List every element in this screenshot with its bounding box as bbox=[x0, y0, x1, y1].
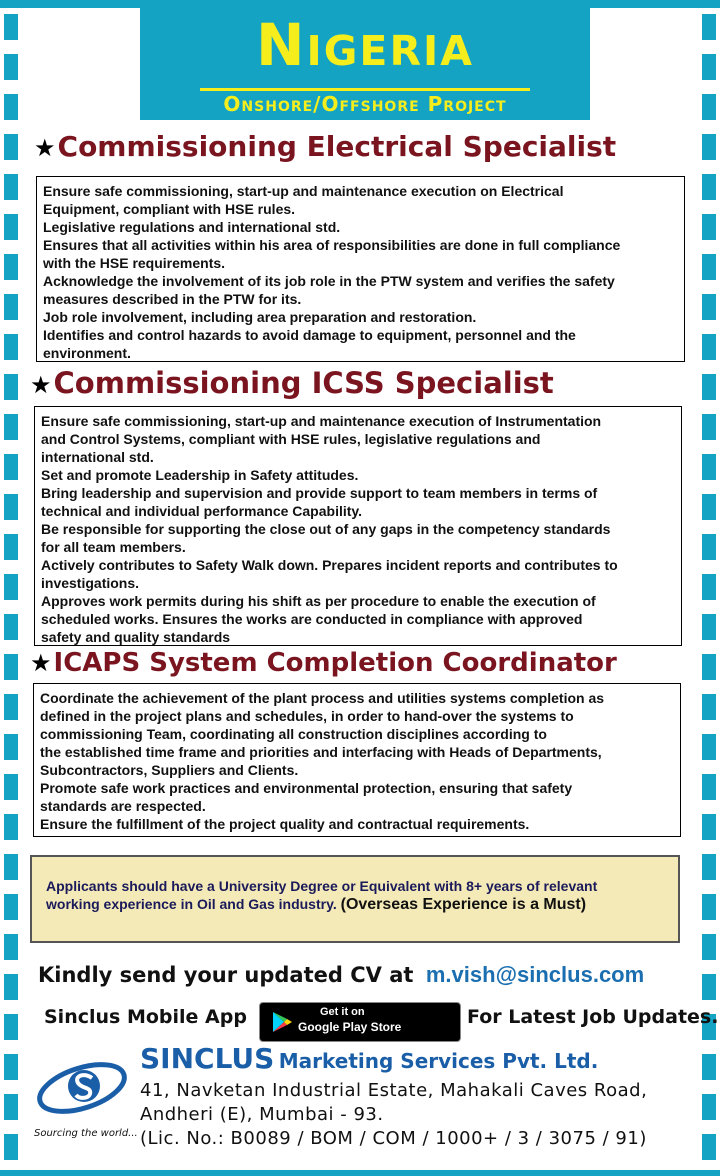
bottom-border bbox=[0, 1170, 720, 1176]
star-icon: ★ bbox=[34, 134, 56, 162]
border-dash bbox=[702, 1134, 716, 1160]
border-dash bbox=[4, 734, 18, 760]
border-dash bbox=[702, 694, 716, 720]
left-dashed-border bbox=[4, 0, 18, 1176]
description-line: investigations. bbox=[41, 575, 140, 591]
requirements-line-2 bbox=[46, 895, 664, 914]
description-line: technical and individual performance Capability. bbox=[41, 503, 363, 519]
border-dash bbox=[702, 814, 716, 840]
job-title-electrical bbox=[34, 130, 616, 163]
border-dash bbox=[4, 254, 18, 280]
border-dash bbox=[4, 414, 18, 440]
job-updates-text: For Latest Job Updates. bbox=[467, 1006, 719, 1028]
description-line: environment. bbox=[43, 345, 131, 361]
description-line: commissioning Team, coordinating all construction disciplines according to bbox=[40, 726, 547, 742]
border-dash bbox=[4, 814, 18, 840]
border-dash bbox=[702, 974, 716, 1000]
description-line: Acknowledge the involvement of its job role in the PTW system and verifies the safety bbox=[43, 273, 615, 289]
border-dash bbox=[4, 1054, 18, 1080]
border-dash bbox=[702, 134, 716, 160]
right-dashed-border bbox=[702, 0, 716, 1176]
badge-big-text: Google Play Store bbox=[298, 1020, 402, 1034]
description-line: Promote safe work practices and environmental protection, ensuring that safety bbox=[40, 780, 573, 796]
description-line: safety and quality standards bbox=[41, 629, 231, 645]
country-title: Nigeria bbox=[255, 11, 474, 79]
requirements-line-1: Applicants should have a University Degree or Equivalent with 8+ years of relevant bbox=[46, 878, 598, 894]
description-line: and Control Systems, compliant with HSE rules, legislative regulations and bbox=[41, 431, 541, 447]
description-line: Coordinate the achievement of the plant process and utilities systems completion as bbox=[40, 690, 605, 706]
sinclus-logo-icon bbox=[34, 1052, 134, 1124]
address-line-2: Andheri (E), Mumbai - 93. bbox=[140, 1104, 384, 1125]
border-dash bbox=[702, 94, 716, 120]
description-line: Bring leadership and supervision and provide support to team members in terms of bbox=[41, 485, 598, 501]
google-play-icon bbox=[270, 1010, 294, 1034]
company-name-line bbox=[140, 1042, 598, 1075]
border-dash bbox=[4, 1134, 18, 1160]
border-dash bbox=[4, 134, 18, 160]
description-line: for all team members. bbox=[41, 539, 186, 555]
title-underline bbox=[200, 88, 530, 91]
job-description-icss bbox=[34, 406, 682, 646]
job-title-icss bbox=[30, 366, 554, 400]
border-dash bbox=[4, 934, 18, 960]
border-dash bbox=[4, 534, 18, 560]
description-line: standards are respected. bbox=[40, 798, 206, 814]
description-line: Identifies and control hazards to avoid damage to equipment, personnel and the bbox=[43, 327, 576, 343]
star-icon: ★ bbox=[30, 371, 52, 399]
company-name: SINCLUS bbox=[140, 1042, 275, 1075]
license-number: (Lic. No.: B0089 / BOM / COM / 1000+ / 3 / 3075 / 91) bbox=[140, 1128, 647, 1149]
border-dash bbox=[702, 894, 716, 920]
description-line: Subcontractors, Suppliers and Clients. bbox=[40, 762, 299, 778]
border-dash bbox=[4, 974, 18, 1000]
border-dash bbox=[4, 94, 18, 120]
border-dash bbox=[4, 374, 18, 400]
tagline: Sourcing the world... bbox=[34, 1128, 138, 1139]
badge-small-text: Get it on bbox=[320, 1006, 365, 1018]
border-dash bbox=[702, 934, 716, 960]
description-line: Equipment, compliant with HSE rules. bbox=[43, 201, 296, 217]
mobile-app-line bbox=[44, 1002, 719, 1042]
border-dash bbox=[702, 534, 716, 560]
header-banner bbox=[140, 6, 590, 120]
border-dash bbox=[4, 334, 18, 360]
border-dash bbox=[702, 14, 716, 40]
border-dash bbox=[4, 174, 18, 200]
border-dash bbox=[4, 454, 18, 480]
job-title-text: Commissioning Electrical Specialist bbox=[57, 130, 617, 163]
description-line: Ensures that all activities within his area of responsibilities are done in full compliance bbox=[43, 237, 621, 253]
border-dash bbox=[4, 214, 18, 240]
star-icon: ★ bbox=[30, 649, 52, 677]
border-dash bbox=[702, 414, 716, 440]
email-link[interactable]: m.vish@sinclus.com bbox=[425, 962, 645, 987]
border-dash bbox=[4, 854, 18, 880]
company-name-rest: Marketing Services Pvt. Ltd. bbox=[278, 1049, 599, 1073]
border-dash bbox=[4, 654, 18, 680]
border-dash bbox=[4, 574, 18, 600]
border-dash bbox=[702, 494, 716, 520]
border-dash bbox=[702, 1054, 716, 1080]
description-line: international std. bbox=[41, 449, 154, 465]
app-label: Sinclus Mobile App bbox=[44, 1006, 247, 1028]
border-dash bbox=[702, 214, 716, 240]
border-dash bbox=[702, 574, 716, 600]
google-play-badge[interactable] bbox=[259, 1002, 461, 1042]
cv-prompt-line bbox=[38, 962, 644, 988]
description-line: the established time frame and priorities and interfacing with Heads of Departments, bbox=[40, 744, 602, 760]
description-line: defined in the project plans and schedules, in order to hand-over the systems to bbox=[40, 708, 574, 724]
border-dash bbox=[702, 334, 716, 360]
project-subtitle: Onshore/Offshore Project bbox=[223, 92, 507, 116]
description-line: Actively contributes to Safety Walk down. Prepares incident reports and contributes to bbox=[41, 557, 618, 573]
border-dash bbox=[702, 854, 716, 880]
description-line: with the HSE requirements. bbox=[43, 255, 226, 271]
border-dash bbox=[702, 174, 716, 200]
description-line: Set and promote Leadership in Safety attitudes. bbox=[41, 467, 359, 483]
job-description-icaps bbox=[33, 683, 681, 837]
description-line: measures described in the PTW for its. bbox=[43, 291, 302, 307]
border-dash bbox=[702, 454, 716, 480]
border-dash bbox=[702, 614, 716, 640]
description-line: Job role involvement, including area preparation and restoration. bbox=[43, 309, 477, 325]
description-line: Ensure safe commissioning, start-up and maintenance execution on Electrical bbox=[43, 183, 564, 199]
requirements-panel bbox=[30, 855, 680, 943]
description-line: Approves work permits during his shift as per procedure to enable the execution of bbox=[41, 593, 596, 609]
border-dash bbox=[702, 294, 716, 320]
border-dash bbox=[4, 54, 18, 80]
border-dash bbox=[4, 1094, 18, 1120]
address-line-1: 41, Navketan Industrial Estate, Mahakali Caves Road, bbox=[140, 1080, 648, 1101]
border-dash bbox=[702, 374, 716, 400]
border-dash bbox=[4, 1014, 18, 1040]
border-dash bbox=[4, 894, 18, 920]
border-dash bbox=[702, 654, 716, 680]
border-dash bbox=[4, 614, 18, 640]
border-dash bbox=[702, 1094, 716, 1120]
border-dash bbox=[702, 54, 716, 80]
border-dash bbox=[4, 694, 18, 720]
cv-prompt: Kindly send your updated CV at bbox=[38, 963, 414, 987]
description-line: Ensure the fulfillment of the project quality and contractual requirements. bbox=[40, 816, 530, 832]
description-line: Legislative regulations and international std. bbox=[43, 219, 341, 235]
border-dash bbox=[4, 494, 18, 520]
job-title-icaps bbox=[30, 648, 617, 678]
border-dash bbox=[702, 774, 716, 800]
job-title-text: ICAPS System Completion Coordinator bbox=[53, 648, 617, 678]
job-title-text: Commissioning ICSS Specialist bbox=[53, 366, 554, 400]
border-dash bbox=[4, 294, 18, 320]
requirements-line-2-text: working experience in Oil and Gas industry. bbox=[46, 896, 337, 912]
description-line: Ensure safe commissioning, start-up and maintenance execution of Instrumentation bbox=[41, 413, 602, 429]
border-dash bbox=[702, 254, 716, 280]
border-dash bbox=[4, 14, 18, 40]
overseas-emphasis: (Overseas Experience is a Must) bbox=[340, 896, 587, 913]
description-line: Be responsible for supporting the close out of any gaps in the competency standards bbox=[41, 521, 611, 537]
border-dash bbox=[4, 774, 18, 800]
job-description-electrical bbox=[36, 176, 685, 362]
description-line: scheduled works. Ensures the works are conducted in compliance with approved bbox=[41, 611, 583, 627]
border-dash bbox=[702, 734, 716, 760]
